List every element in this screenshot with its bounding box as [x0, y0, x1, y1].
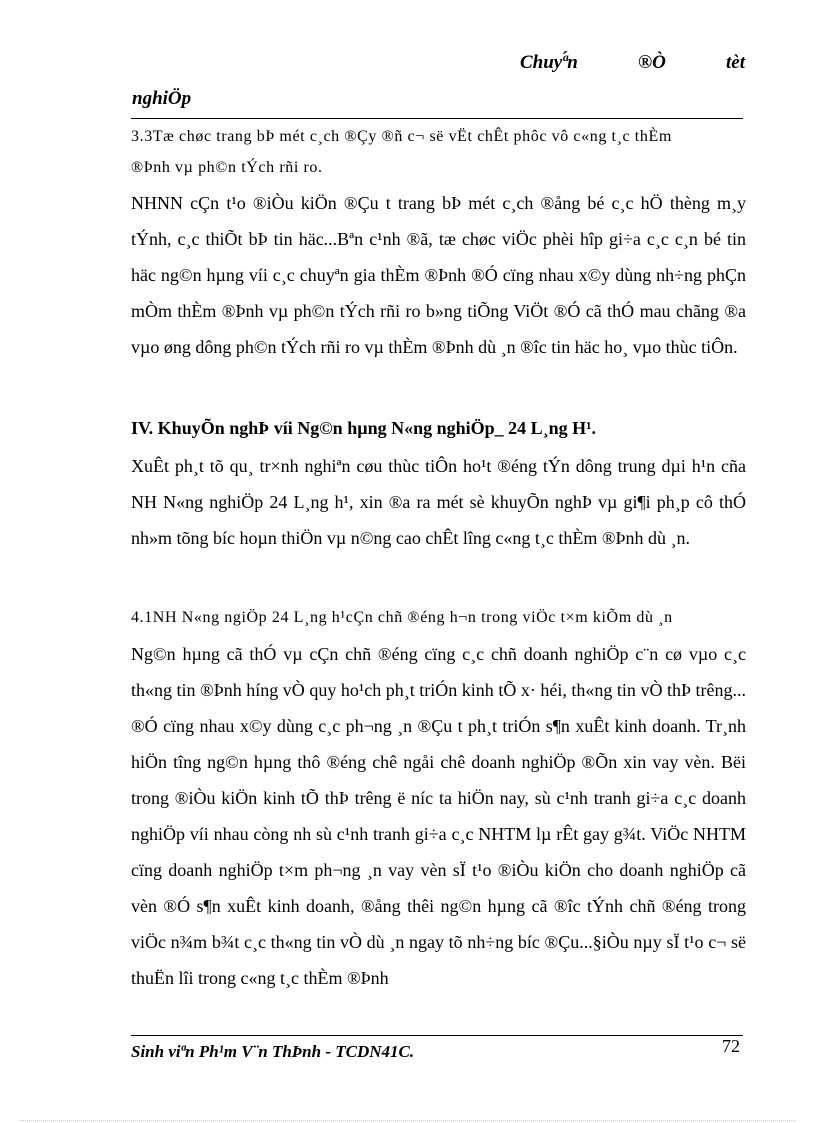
paragraph-2: XuÊt ph¸t tõ qu¸ tr×nh nghiªn cøu thùc tiÔn ho¹t ®éng tÝn dông trung dµi h¹n cña NH N«ng nghiÖp 24 L¸ng h¹, xin ®a ra mét sè khuyÕn nghÞ vµ gi¶i ph¸p cô thÓ nh»m tõng bíc hoµn thiÖn vµ n©ng cao chÊt lîng c«ng t¸c thÈm ®Þnh dù ¸n. — [131, 456, 746, 548]
header-word-2: ®Ò — [637, 52, 666, 73]
header-rule — [131, 118, 743, 119]
paragraph-3: Ng©n hµng cã thÓ vµ cÇn chñ ®éng cïng c¸c chñ doanh nghiÖp c¨n cø vµo c¸c th«ng tin ®Þnh híng vÒ quy ho¹ch ph¸t triÓn kinh tÕ x· héi, th«ng tin vÒ thÞ trêng... ®Ó cïng nhau x©y dùng c¸c ph¬ng ¸n ®Çu t ph¸t triÓn s¶n xuÊt kinh doanh. Tr¸nh hiÖn tîng ng©n hµng thô ®éng chê ngåi chê doanh nghiÖp ®Õn xin vay vèn. Bëi trong ®iÒu kiÖn kinh tÕ thÞ trêng ë níc ta hiÖn nay, sù c¹nh tranh gi÷a c¸c doanh nghiÖp víi nhau còng nh sù c¹nh tranh gi÷a c¸c NHTM lµ rÊt gay g¾t. ViÖc NHTM cïng doanh nghiÖp t×m ph¬ng ¸n vay vèn sÏ t¹o ®iÒu kiÖn cho doanh nghiÖp cã vèn ®Ó s¶n xuÊt kinh doanh, ®ång thêi ng©n hµng cã ®îc tÝnh chñ ®éng trong viÖc n¾m b¾t c¸c th«ng tin vÒ dù ¸n ngay tõ nh÷ng bíc ®Çu...§iÒu nµy sÏ t¹o c¬ së thuËn lîi trong c«ng t¸c thÈm ®Þnh — [131, 644, 746, 988]
header-word-1: Chuyª́n — [520, 52, 578, 73]
running-header — [520, 52, 745, 74]
paragraph-1: NHNN cÇn t¹o ®iÒu kiÖn ®Çu t trang bÞ mét c¸ch ®ång bé c¸c hÖ thèng m¸y tÝnh, c¸c thiÕt bÞ tin häc...Bªn c¹nh ®ã, tæ chøc viÖc phèi hîp gi÷a c¸c c¸n bé tin häc ng©n hµng víi c¸c chuyªn gia thÈm ®Þnh ®Ó cïng nhau x©y dùng nh÷ng phÇn mÒm thÈm ®Þnh vµ ph©n tÝch rñi ro b»ng tiÕng ViÖt ®Ó cã thÓ mau chãng ®a vµo øng dông ph©n tÝch rñi ro vµ thÈm ®Þnh dù ¸n ®îc tin häc ho¸ vµo thùc tiÔn. — [131, 193, 746, 357]
sub-heading-3-3 — [131, 121, 746, 183]
heading-iv: IV. KhuyÕn nghÞ víi Ng©n hµng N«ng nghiÖp_ 24 L¸ng H¹. — [131, 418, 597, 438]
header-word-3: tèt — [725, 52, 745, 73]
page-number: 72 — [722, 1036, 740, 1056]
footer-rule — [131, 1035, 743, 1036]
sub-heading-3-3-line-1: 3.3Tæ chøc trang bÞ mét c¸ch ®Çy ®ñ c¬ së vËt chÊt phôc vô c«ng t¸c thÈm — [131, 128, 672, 145]
sub-heading-3-3-line-2: ®Þnh vµ ph©n tÝch rñi ro. — [131, 159, 323, 176]
running-header-continuation: nghiÖp — [132, 88, 192, 109]
page-bottom-border — [20, 1120, 796, 1121]
footer-author: Sinh viªn Ph¹m V¨n ThÞnh - TCDN41C. — [131, 1042, 415, 1061]
sub-heading-4-1: 4.1NH N«ng ngiÖp 24 L¸ng h¹cÇn chñ ®éng h¬n trong viÖc t×m kiÕm dù ¸n — [131, 609, 673, 626]
